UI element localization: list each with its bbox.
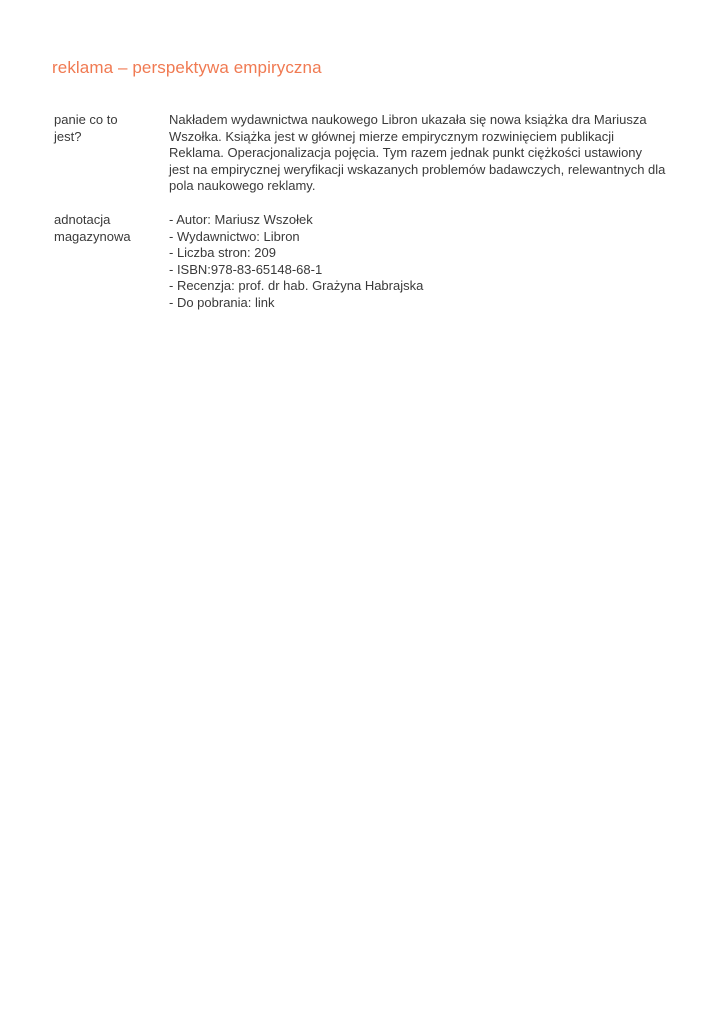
section-label — [54, 112, 154, 145]
section-body — [169, 112, 666, 195]
body-line: pola naukowego reklamy. — [169, 178, 316, 193]
metadata-page-count: - Liczba stron: 209 — [169, 245, 276, 260]
body-line: Wszołka. Książka jest w głównej mierze empirycznym rozwinięciem publikacji — [169, 128, 615, 144]
page-title: reklama – perspektywa empiryczna — [52, 58, 322, 77]
download-prefix: - Do pobrania: — [169, 294, 255, 310]
section-label-line: magazynowa — [54, 228, 131, 244]
section-label-line: jest? — [54, 128, 82, 144]
body-line: Nakładem wydawnictwa naukowego Libron ukazała się nowa książka dra Mariusza — [169, 112, 647, 127]
metadata-download — [169, 295, 649, 312]
metadata-publisher: - Wydawnictwo: Libron — [169, 228, 300, 244]
section-label-line: adnotacja — [54, 212, 111, 227]
metadata-review: - Recenzja: prof. dr hab. Grażyna Habrajska — [169, 278, 424, 293]
section-label-line: panie co to — [54, 112, 118, 127]
metadata-list-wrapper — [169, 212, 649, 311]
metadata-author: - Autor: Mariusz Wszołek — [169, 212, 313, 227]
body-line: jest na empirycznej weryfikacji wskazanych problemów badawczych, relewantnych dla — [169, 161, 666, 177]
download-link[interactable]: link — [255, 294, 275, 310]
section-label — [54, 212, 154, 245]
body-line: Reklama. Operacjonalizacja pojęcia. Tym razem jednak punkt ciężkości ustawiony — [169, 145, 643, 160]
metadata-isbn: - ISBN:978-83-65148-68-1 — [169, 261, 323, 277]
metadata-list — [169, 212, 649, 311]
